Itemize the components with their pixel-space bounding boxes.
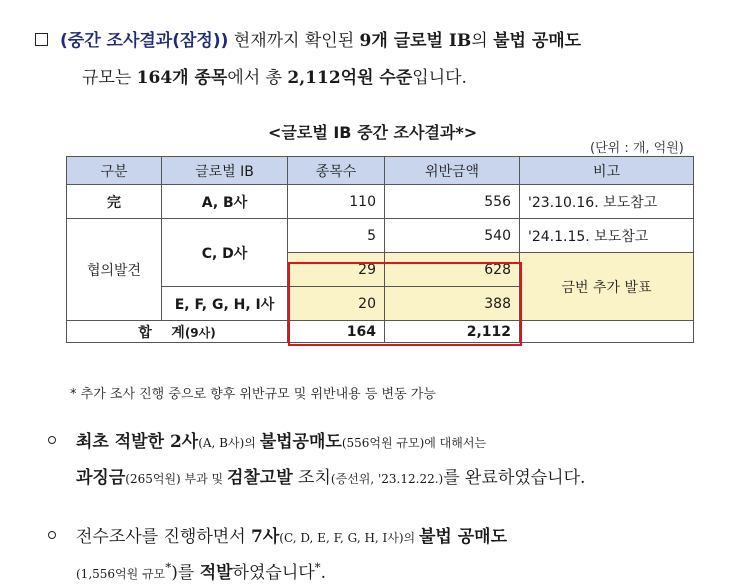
cell-note: '24.1.15. 보도참고 <box>520 219 694 253</box>
table-row <box>67 219 694 253</box>
cell-amount: 556 <box>385 185 520 219</box>
cell-amount: 388 <box>385 287 520 321</box>
highlight-box <box>288 262 522 346</box>
cell-amount: 628 <box>385 253 520 287</box>
table-row <box>67 185 694 219</box>
cell-count: 5 <box>288 219 385 253</box>
bullet-icon <box>48 531 56 539</box>
table-title: <글로벌 IB 중간 조사결과*> <box>268 123 478 142</box>
cell-total-count: 164 <box>288 321 385 343</box>
cell-category: 完 <box>67 185 162 219</box>
cell-total-label: 합 계(9사) <box>67 321 288 343</box>
cell-ib: E, F, G, H, I사 <box>162 287 288 321</box>
header-note: 비고 <box>520 157 694 185</box>
cell-count: 110 <box>288 185 385 219</box>
cell-total-note <box>520 321 694 343</box>
table-unit: (단위 : 개, 억원) <box>590 141 684 156</box>
header-ib: 글로벌 IB <box>162 157 288 185</box>
para2-line-1: 전수조사를 진행하면서 7사(C, D, E, F, G, H, I사)의 불법 공매도 <box>76 527 507 547</box>
intro-line-2: 규모는 164개 종목에서 총 2,112억원 수준입니다. <box>82 68 467 88</box>
header-count: 종목수 <box>288 157 385 185</box>
cell-note: 금번 추가 발표 <box>520 253 694 321</box>
table-header-row <box>67 157 694 185</box>
cell-total-amount: 2,112 <box>385 321 520 343</box>
cell-ib: C, D사 <box>162 219 288 287</box>
cell-count: 20 <box>288 287 385 321</box>
cell-category: 협의발견 <box>67 219 162 321</box>
checkbox-icon <box>35 33 48 46</box>
para1-line-2: 과징금(265억원) 부과 및 검찰고발 조치(증선위, '23.12.22.)를 완료하였습니다. <box>76 468 586 488</box>
cell-amount: 540 <box>385 219 520 253</box>
cell-ib: A, B사 <box>162 185 288 219</box>
para1-line-1: 최초 적발한 2사(A, B사)의 불법공매도(556억원 규모)에 대해서는 <box>76 432 487 452</box>
footnote: * 추가 조사 진행 중으로 향후 위반규모 및 위반내용 등 변동 가능 <box>70 387 436 402</box>
cell-note: '23.10.16. 보도참고 <box>520 185 694 219</box>
para2-line-2: (1,556억원 규모*)를 적발하였습니다*. <box>76 560 327 583</box>
intro-line-1: (중간 조사결과(잠정)) 현재까지 확인된 9개 글로벌 IB의 불법 공매도 <box>60 31 582 51</box>
bullet-icon <box>48 436 56 444</box>
header-category: 구분 <box>67 157 162 185</box>
header-amount: 위반금액 <box>385 157 520 185</box>
intro-label: (중간 조사결과(잠정)) <box>60 31 229 51</box>
cell-count: 29 <box>288 253 385 287</box>
